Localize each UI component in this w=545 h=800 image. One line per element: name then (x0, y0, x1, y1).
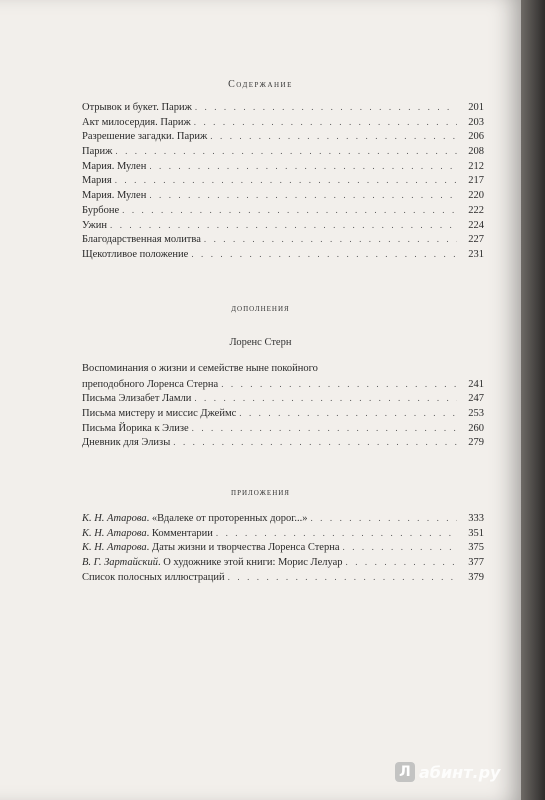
toc-entry-page: 227 (468, 234, 484, 246)
toc-entry (82, 526, 484, 541)
supplements-toc (82, 511, 484, 584)
toc-entry-title: Париж (82, 146, 113, 158)
toc-entry-title (82, 556, 343, 571)
toc-entry-title: Письма мистеру и миссис Джеймс (82, 408, 237, 420)
toc-entry-title: Отрывок и букет. Париж (82, 102, 192, 113)
leader-dots (110, 218, 457, 233)
toc-entry-text: . О художнике этой книги: Морис Лелуар (157, 557, 343, 569)
toc-entry-page: 351 (468, 527, 484, 539)
toc-entry-title (82, 541, 340, 556)
toc-entry-page: 206 (468, 131, 484, 143)
leader-dots (122, 203, 457, 218)
toc-entry-title (82, 527, 213, 542)
toc-entry-page: 220 (468, 190, 484, 202)
author-heading: Лоренс Стерн (229, 337, 292, 348)
leader-dots (195, 100, 457, 115)
toc-entry-title: Письма Йорика к Элизе (82, 422, 189, 434)
toc-entry-page: 377 (468, 557, 484, 569)
leader-dots (210, 129, 457, 144)
leader-dots (216, 526, 457, 541)
toc-entry (82, 203, 484, 218)
leader-dots (115, 144, 457, 159)
toc-entry (82, 570, 484, 585)
leader-dots (194, 391, 457, 406)
toc-entry-title: Щекотливое положение (82, 248, 189, 260)
toc-entry (82, 100, 484, 115)
toc-entry (82, 247, 484, 262)
leader-dots (346, 555, 457, 570)
toc-entry-title-line: Воспоминания о жизни и семействе ныне покойного (82, 363, 318, 374)
toc-entry-title: Дневник для Элизы (82, 437, 171, 449)
leader-dots (192, 421, 457, 436)
toc-entry-page: 253 (468, 408, 484, 420)
toc-entry (82, 188, 484, 203)
main-toc (82, 100, 484, 262)
watermark-text: абинт.ру (419, 762, 501, 782)
leader-dots (343, 540, 458, 555)
toc-entry (82, 115, 484, 130)
toc-entry-author: В. Г. Зартайский (82, 557, 158, 569)
leader-dots (191, 247, 457, 262)
toc-entry-author: К. Н. Атарова (82, 527, 147, 539)
toc-entry-page: 203 (468, 116, 484, 128)
supplements-heading: приложения (231, 487, 290, 498)
toc-entry (82, 540, 484, 555)
leader-dots (115, 173, 457, 188)
toc-entry (82, 391, 484, 406)
toc-entry (82, 421, 484, 436)
toc-entry (82, 173, 484, 188)
toc-entry-title (82, 512, 307, 527)
toc-entry-title: Бурбоне (82, 204, 120, 216)
toc-entry (82, 159, 484, 174)
toc-entry (82, 555, 484, 570)
toc-entry-title: Акт милосердия. Париж (82, 116, 191, 128)
leader-dots (204, 232, 457, 247)
toc-entry-title: Мария. Мулен (82, 160, 147, 172)
site-watermark (395, 762, 500, 782)
toc-entry-text: . «Вдалеке от проторенных дорог...» (146, 513, 308, 524)
toc-entry-title: Разрешение загадки. Париж (82, 131, 208, 143)
appendix-toc (82, 362, 484, 450)
toc-entry (82, 435, 484, 450)
toc-entry-page: 279 (468, 437, 484, 449)
toc-entry-title: Мария (82, 175, 112, 187)
appendix-heading: дополнения (231, 303, 290, 314)
toc-entry-page: 222 (468, 204, 484, 216)
toc-entry-page: 247 (468, 393, 484, 405)
toc-entry-page: 208 (468, 146, 484, 158)
toc-entry-title: Благодарственная молитва (82, 234, 201, 246)
toc-entry-page: 212 (468, 160, 484, 172)
toc-entry-title: Мария. Мулен (82, 190, 147, 202)
leader-dots (221, 377, 457, 392)
toc-entry-title: Письма Элизабет Ламли (82, 393, 192, 405)
toc-entry-page: 379 (468, 571, 484, 583)
toc-entry-page: 224 (468, 219, 484, 231)
running-head: Содержание (228, 79, 293, 90)
toc-entry-text: . Комментарии (146, 527, 213, 539)
toc-entry (82, 406, 484, 421)
leader-dots (149, 159, 457, 174)
leader-dots (173, 435, 457, 450)
toc-entry (82, 232, 484, 247)
toc-entry-author: К. Н. Атарова (82, 542, 147, 554)
toc-entry-text: . Даты жизни и творчества Лоренса Стерна (146, 542, 340, 554)
toc-entry (82, 218, 484, 233)
leader-dots (194, 115, 457, 130)
toc-entry (82, 129, 484, 144)
leader-dots (239, 406, 457, 421)
toc-entry (82, 377, 484, 392)
toc-entry-author: К. Н. Атарова (82, 513, 147, 524)
leader-dots (228, 570, 457, 585)
toc-entry (82, 144, 484, 159)
toc-entry-page: 260 (468, 422, 484, 434)
labirint-logo-icon: Л (395, 762, 415, 782)
toc-entry-page: 333 (468, 513, 484, 524)
book-spine-shadow (521, 0, 545, 800)
toc-entry-page: 375 (468, 542, 484, 554)
toc-entry-page: 241 (468, 378, 484, 390)
toc-entry-title: Список полосных иллюстраций (82, 571, 225, 583)
toc-entry (82, 511, 484, 526)
toc-entry-page: 201 (468, 102, 484, 113)
leader-dots (310, 511, 457, 526)
toc-entry-page: 231 (468, 248, 484, 260)
toc-entry-title: преподобного Лоренса Стерна (82, 378, 219, 390)
toc-entry-title: Ужин (82, 219, 108, 231)
leader-dots (149, 188, 457, 203)
toc-entry-page: 217 (468, 175, 484, 187)
